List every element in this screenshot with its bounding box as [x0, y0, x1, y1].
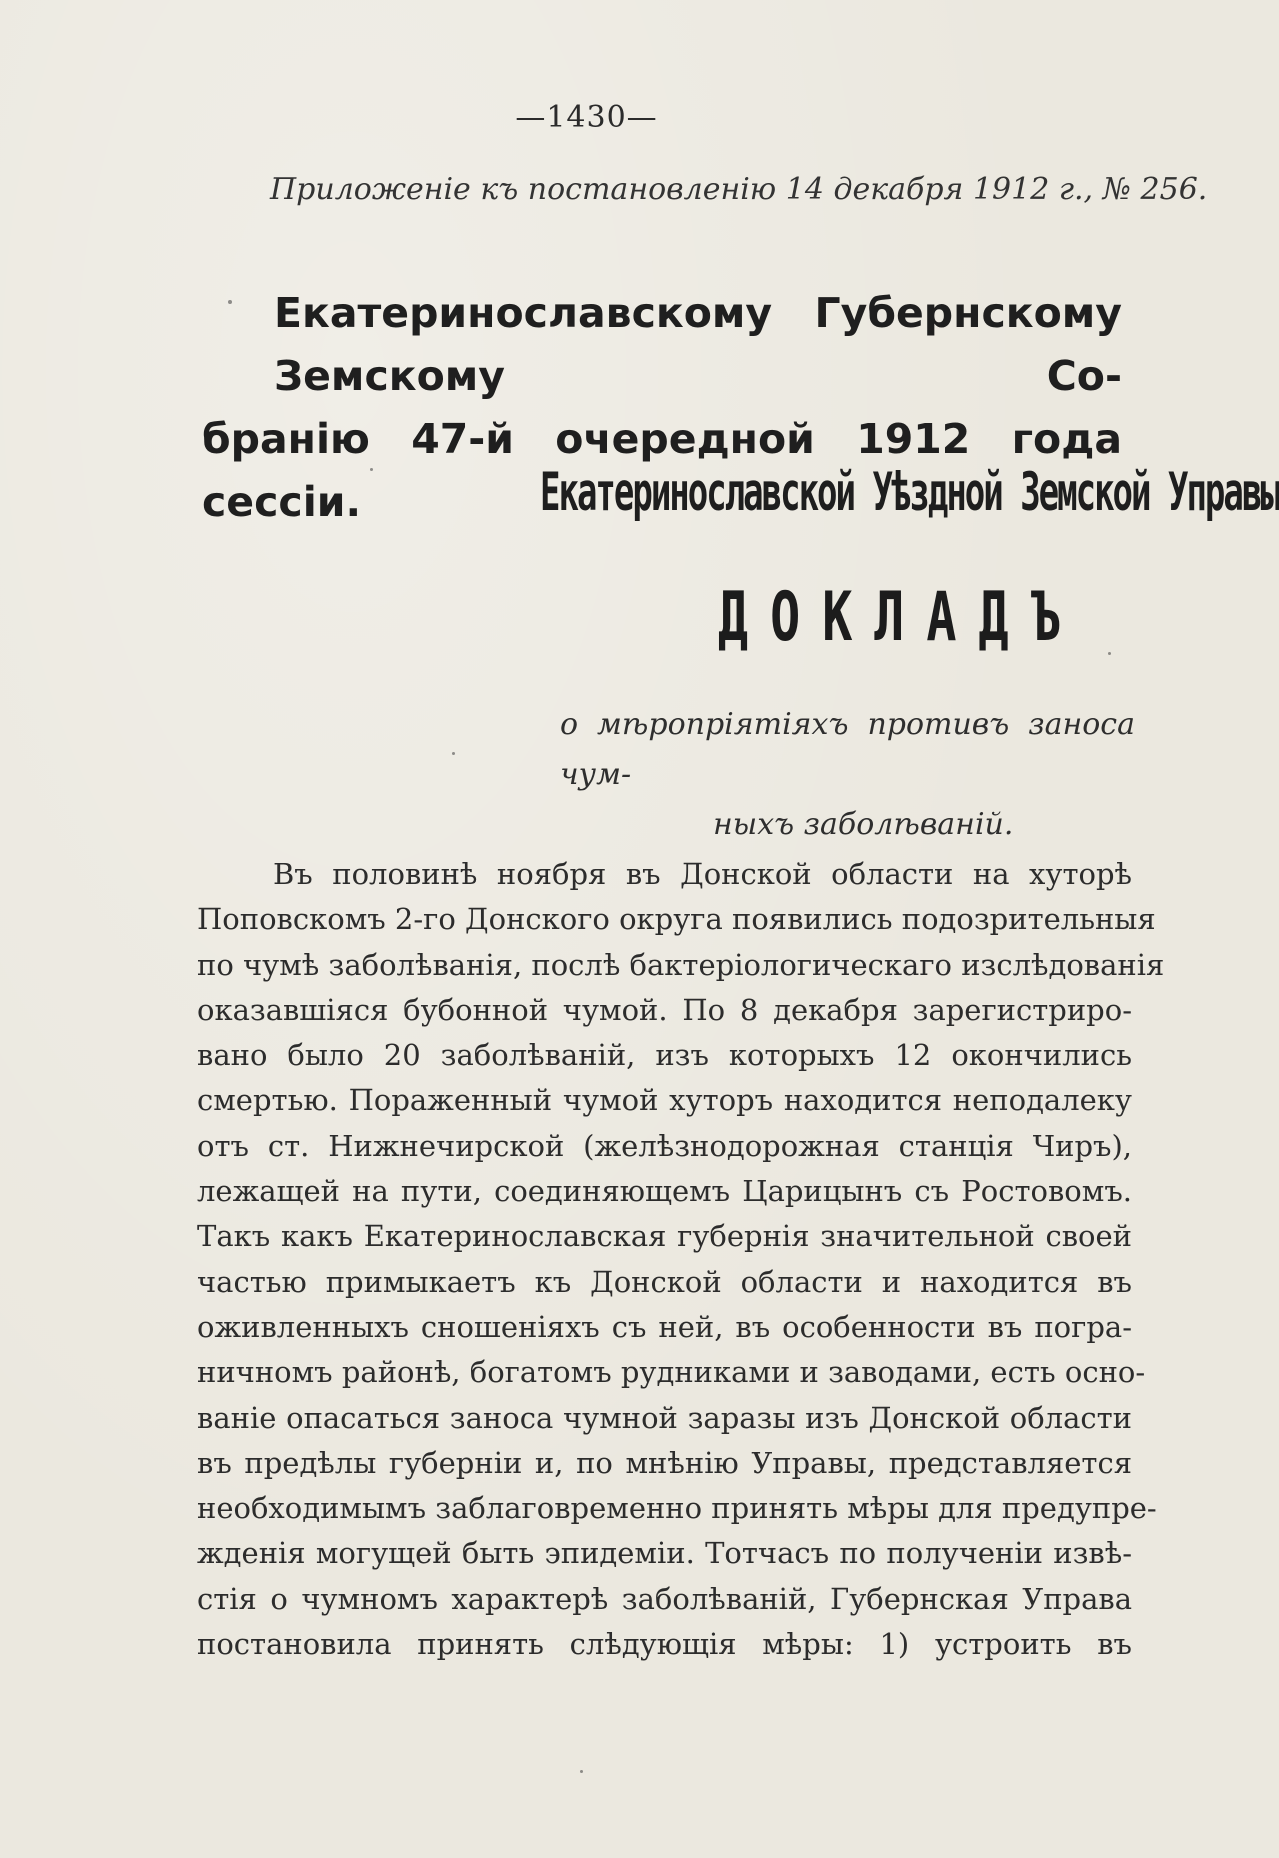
body-line: смертью. Пораженный чумой хуторъ находится неподалеку	[197, 1083, 1132, 1118]
body-line: Въ половинѣ ноября въ Донской области на хуторѣ	[273, 857, 1132, 891]
body-line: постановила принять слѣдующія мѣры: 1) устроить въ	[197, 1627, 1132, 1662]
body-line: ничномъ районѣ, богатомъ рудниками и заводами, есть осно-	[197, 1355, 1146, 1390]
addressee-line-2: бранію 47-й очередной 1912 года сессіи.	[202, 415, 1122, 526]
page-number: —1430—	[515, 100, 658, 135]
body-paragraph	[197, 852, 1165, 1667]
print-speck	[1108, 652, 1111, 655]
body-line: въ предѣлы губерніи и, по мнѣнію Управы, представляется	[197, 1445, 1132, 1480]
body-line: частью примыкаетъ къ Донской области и находится въ	[197, 1264, 1132, 1299]
print-speck	[452, 752, 455, 755]
body-line: жденія могущей быть эпидеміи. Тотчасъ по полученіи извѣ-	[197, 1536, 1132, 1571]
body-line: вано было 20 заболѣваній, изъ которыхъ 12 окончились	[197, 1038, 1132, 1073]
document-subject	[560, 700, 1135, 850]
addressee-line-1: Екатеринославскому Губернскому Земскому Со-	[274, 289, 1122, 400]
body-line: оживленныхъ сношеніяхъ съ ней, въ особенности въ погра-	[197, 1309, 1132, 1344]
body-line: отъ ст. Нижнечирской (желѣзнодорожная станція Чиръ),	[197, 1128, 1132, 1163]
print-speck	[228, 300, 232, 304]
body-line: лежащей на пути, соединяющемъ Царицынъ съ Ростовомъ.	[197, 1174, 1132, 1209]
print-speck	[370, 468, 373, 471]
body-line: необходимымъ заблаговременно принять мѣры для предупре-	[197, 1491, 1157, 1526]
subject-line-2: ныхъ заболѣваній.	[713, 807, 1014, 842]
body-line: Поповскомъ 2-го Донского округа появились подозрительныя	[197, 902, 1156, 937]
body-line: оказавшіяся бубонной чумой. По 8 декабря зарегистриро-	[197, 992, 1132, 1027]
subject-line-1: о мѣропріятіяхъ противъ заноса чум-	[560, 707, 1135, 792]
document-title: ДОКЛАДЪ	[718, 578, 1083, 657]
body-line: стія о чумномъ характерѣ заболѣваній, Губернская Управа	[197, 1581, 1132, 1616]
body-line: Такъ какъ Екатеринославская губернія значительной своей	[197, 1219, 1132, 1254]
body-line: по чумѣ заболѣванія, послѣ бактеріологическаго изслѣдованія	[197, 947, 1165, 982]
appendix-note: Приложеніе къ постановленію 14 декабря 1912 г., № 256.	[270, 172, 1208, 207]
body-line: ваніе опасаться заноса чумной заразы изъ Донской области	[197, 1400, 1132, 1435]
issuer-heading: Екатеринославской Уѣздной Земской Управы	[540, 462, 1279, 524]
print-speck	[580, 1770, 583, 1773]
